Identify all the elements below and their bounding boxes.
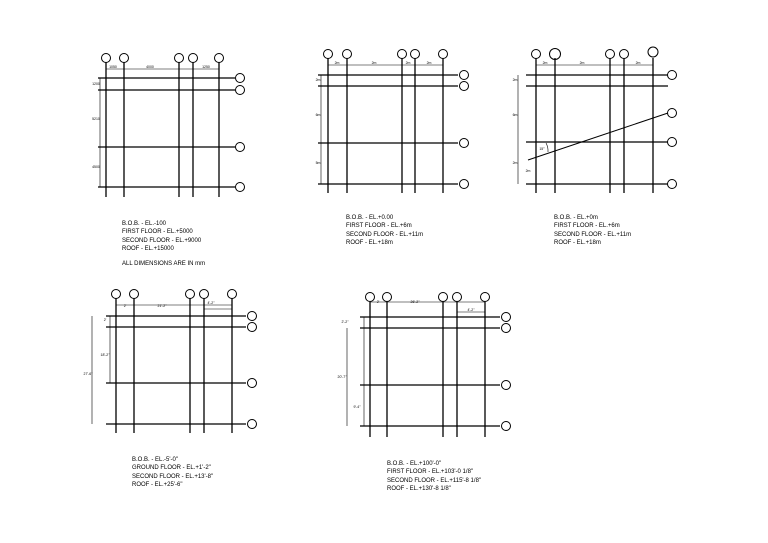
- elevation-notes-4: [132, 456, 213, 489]
- dim-top: 1250: [202, 65, 210, 69]
- dim-top: 4'-2": [207, 301, 215, 305]
- dim-top: 2m: [405, 61, 411, 65]
- dim-top: 2m: [579, 61, 585, 65]
- dim-left: 20'-7": [337, 375, 347, 379]
- note-line: B.O.B. - EL.+0m: [554, 215, 598, 221]
- elevation-notes-3: [554, 214, 631, 247]
- note-line: SECOND FLOOR - EL.+11m: [346, 231, 424, 238]
- grid-plan-4: [92, 290, 257, 434]
- grid-plan-1: [98, 54, 245, 198]
- elevation-notes-5: [387, 460, 481, 493]
- dim-left: 5210: [92, 117, 100, 121]
- note-line: B.O.B. - EL.-5'-0": [132, 457, 178, 463]
- dim-left: 6m: [512, 113, 518, 117]
- note-line: ROOF - EL.+18m: [554, 239, 601, 246]
- dim-left: 2m: [512, 78, 518, 82]
- dim-top: 1050: [109, 65, 117, 69]
- note-line: FIRST FLOOR - EL.+5000: [122, 229, 193, 236]
- dim-top: 4000: [146, 65, 154, 69]
- elevation-notes-2: [346, 214, 423, 247]
- dim-top: 21'-2": [157, 304, 167, 308]
- dim-left: 2m: [525, 169, 531, 173]
- dim-left: 2': [103, 318, 107, 322]
- grid-plan-2: [315, 50, 469, 194]
- note-line: SECOND FLOOR - EL.+9000: [122, 237, 202, 244]
- note-line: B.O.B. - EL.+0.00: [346, 215, 394, 221]
- note-line: FIRST FLOOR - EL.+6m: [346, 223, 412, 230]
- elevation-notes-1: [122, 220, 205, 268]
- dim-top: 2m: [542, 61, 548, 65]
- dim-left: 2'-2": [341, 320, 349, 324]
- dim-left: 4500: [92, 165, 100, 169]
- dim-top: 2': [376, 300, 380, 304]
- note-line: SECOND FLOOR - EL.+115'-8 1/8": [387, 477, 482, 484]
- grid-plan-5: [347, 293, 511, 438]
- note-line: B.O.B. - EL.-100: [122, 221, 167, 227]
- note-line: GROUND FLOOR - EL.+1'-2": [132, 465, 211, 472]
- dim-left: 2m: [512, 161, 518, 165]
- note-line: SECOND FLOOR - EL.+11m: [554, 231, 632, 238]
- note-line: ROOF - EL.+18m: [346, 239, 393, 246]
- note-line: FIRST FLOOR - EL.+103'-0 1/8": [387, 469, 474, 476]
- dim-top: 2': [123, 304, 127, 308]
- dim-left: 9'-4": [353, 405, 361, 409]
- dim-top: 2m: [635, 61, 641, 65]
- dim-left: 18'-2": [100, 353, 110, 357]
- grid-plan-3: [518, 47, 677, 193]
- angle-label: 15°: [539, 147, 545, 151]
- dim-left: 1200: [92, 82, 100, 86]
- dim-left: 5m: [315, 161, 321, 165]
- dim-top: 4'-2": [467, 308, 475, 312]
- dim-left: 6m: [315, 113, 321, 117]
- dim-top: 2m: [334, 61, 340, 65]
- dim-top: 2m: [426, 61, 432, 65]
- note-line: B.O.B. - EL.+100'-0": [387, 461, 442, 467]
- dim-top: 26'-2": [410, 300, 420, 304]
- dim-left: 2m: [315, 78, 321, 82]
- note-line: FIRST FLOOR - EL.+6m: [554, 223, 620, 230]
- note-line: SECOND FLOOR - EL.+13'-8": [132, 473, 214, 480]
- dim-left: 27'-6": [83, 372, 93, 376]
- dimension-footnote: ALL DIMENSIONS ARE IN mm: [122, 261, 206, 268]
- note-line: ROOF - EL.+15000: [122, 245, 174, 252]
- note-line: ROOF - EL.+25'-6": [132, 481, 183, 488]
- dim-top: 2m: [371, 61, 377, 65]
- note-line: ROOF - EL.+130'-8 1/8": [387, 485, 451, 492]
